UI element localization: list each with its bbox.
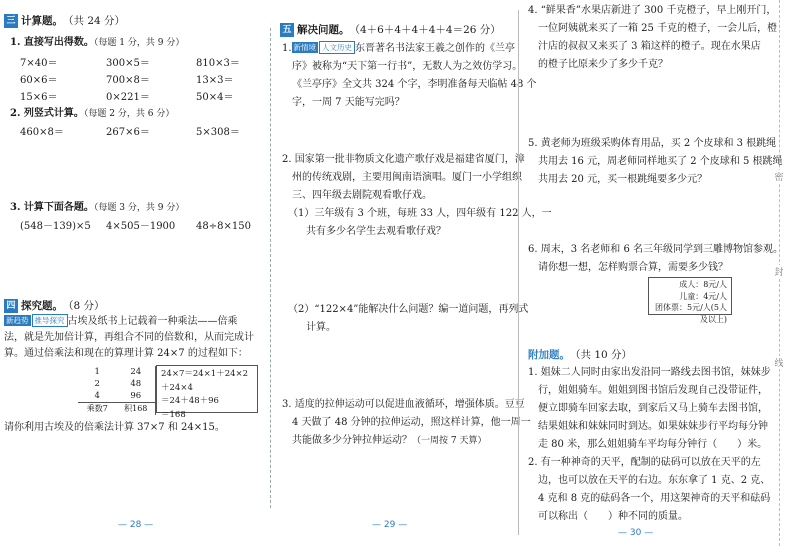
- q1-cell: 300×5＝: [106, 58, 150, 69]
- r-q5-line: 5. 黄老师为班级采购体育用品，买 2 个皮球和 3 根跳绳: [528, 138, 777, 149]
- r-q5-line: 共用去 20 元，买一根跳绳要多少元？: [538, 174, 708, 185]
- r-e2-line: 边，也可以放在天平的右边。东东拿了 1 克、2 克、: [538, 475, 771, 486]
- table-row: [78, 402, 155, 415]
- calc-line: ＝24＋48＋96: [161, 396, 219, 406]
- r-q5-line: 共用去 16 元，周老师同样地买了 2 个皮球和 5 根跳绳: [538, 156, 783, 167]
- q3-item: 4×505－1900: [106, 221, 176, 232]
- explore-text: 古埃及纸书上记载着一种乘法——倍乘: [67, 316, 238, 327]
- m-q1-line: [282, 41, 515, 56]
- m-q2-line: 州的传统戏剧，主要用闽南语演唱。厦门一小学组织: [292, 172, 522, 183]
- explore-line: 法，就是先加倍计算，再组合不同的倍数和，从而完成计: [4, 332, 254, 343]
- r-e2-line: 4 克和 8 克的砝码各一个，用这架神奇的天平和砝码: [538, 493, 771, 504]
- explore-ask: 请你利用古埃及的倍乘法计算 37×7 和 24×15。: [4, 422, 225, 433]
- question-number: 1.: [282, 43, 292, 54]
- m-q2-sub1: （1）三年级有 3 个班，每班 33 人，四年级有 122 人，一: [288, 208, 552, 219]
- table-row: [78, 366, 155, 378]
- m-q3-line: 4 天做了 48 分钟的拉伸运动，照这样计算，他一周一: [292, 417, 531, 428]
- q2-item: 267×6＝: [106, 127, 150, 138]
- seal-char: 密: [772, 170, 786, 183]
- table-cell: 24: [130, 367, 142, 377]
- right-page: [520, 0, 783, 546]
- page-number: — 28 —: [118, 520, 154, 530]
- calc-box: [156, 365, 258, 420]
- m-q1-line: 《兰亭序》全文共 324 个字，李明准备每天临帖 48 个: [292, 79, 537, 90]
- section-number-badge: 四: [4, 299, 18, 313]
- section-4-header: [4, 298, 105, 313]
- explore-line: [4, 314, 238, 329]
- table-cell: 2: [94, 379, 100, 389]
- q3-note: （每题 3 分，共 9 分）: [93, 203, 185, 213]
- q1-title: [10, 35, 184, 51]
- q1-note: （每题 1 分，共 9 分）: [93, 38, 185, 48]
- r-q6-line: 请你想一想，怎样购票合算，需要多少钱？: [538, 262, 728, 273]
- doubling-table: [78, 366, 156, 415]
- seal-char: 线: [772, 356, 786, 369]
- section-3-header: [4, 13, 125, 28]
- question-text: 共能做多少分钟拉伸运动？: [292, 435, 412, 446]
- question-text: 东晋著名书法家王羲之创作的《兰亭: [355, 43, 516, 54]
- column-divider: [518, 10, 519, 535]
- q1-cell: 700×8＝: [106, 75, 150, 86]
- seal-char: 封: [772, 265, 786, 278]
- m-q1-line: 序》被称为“天下第一行书”，无数人为之效仿学习。: [292, 61, 523, 72]
- explore-line: 算。通过倍乘法和现在的算理计算 24×7 的过程如下：: [4, 348, 248, 359]
- price-line: 儿童：4元/人: [679, 291, 727, 301]
- q2-item: 460×8＝: [20, 127, 64, 138]
- section-score: （共 10 分）: [570, 349, 633, 361]
- section-title: 探究题。: [21, 300, 63, 312]
- q1-cell: 13×3＝: [196, 75, 234, 86]
- q1-cell: 60×6＝: [20, 75, 58, 86]
- calc-line: ＝168: [161, 409, 186, 420]
- q3-item: (548－139)×5: [20, 221, 91, 232]
- m-q1-line: 字，一周 7 天能写完吗？: [292, 97, 405, 108]
- section-title: 解决问题。: [297, 24, 350, 36]
- tag-badge: 人文历史: [319, 41, 355, 54]
- r-q6-line: 6. 周末，3 名老师和 6 名三年级同学到三雕博物馆参观。: [528, 244, 783, 255]
- section-number-badge: 三: [4, 14, 18, 28]
- tag-badge: 推导探究: [32, 314, 68, 327]
- q3-title: [10, 200, 184, 216]
- q3-item: 48÷8×150: [196, 221, 251, 232]
- table-row: [78, 390, 155, 402]
- question-note: （一周按 7 天算）: [412, 436, 487, 446]
- table-row: [78, 378, 155, 390]
- tag-badge: 新情境: [293, 43, 317, 52]
- m-q2-sub2: 计算。: [306, 322, 336, 333]
- q1-cell: 50×4＝: [196, 92, 234, 103]
- table-cell: 4: [94, 391, 100, 401]
- m-q3-line: 3. 适度的拉伸运动可以促进血液循环，增强体质。豆豆: [282, 399, 525, 410]
- r-e2-line: 可以称出（ ）种不同的质量。: [538, 511, 688, 522]
- left-page: [0, 0, 264, 546]
- section-score: （共 24 分）: [63, 15, 126, 27]
- page-number: — 29 —: [372, 520, 408, 530]
- table-cell: 积168: [124, 404, 148, 413]
- r-e2-line: 2. 有一种神奇的天平，配制的砝码可以放在天平的左: [528, 457, 761, 468]
- table-cell: 48: [130, 379, 142, 389]
- m-q2-line: 三、四年级去剧院观看歌仔戏。: [292, 190, 432, 201]
- r-q4-line: 4. “鲜果香”水果店新进了 300 千克橙子，早上刚开门，: [528, 5, 777, 16]
- section-number-badge: 五: [280, 23, 294, 37]
- q2-note: （每题 2 分，共 6 分）: [83, 109, 175, 119]
- q1-cell: 0×221＝: [106, 92, 150, 103]
- extra-header: [528, 347, 632, 362]
- q1-cell: 810×3＝: [196, 58, 240, 69]
- calc-line: 24×7＝24×1＋24×2＋24×4: [161, 369, 249, 393]
- table-cell: 96: [130, 391, 142, 401]
- table-cell: 1: [94, 367, 100, 377]
- r-e1-line: 1. 姐妹二人同时由家出发沿同一路线去图书馆，妹妹步: [528, 367, 771, 378]
- q2-item: 5×308＝: [196, 127, 240, 138]
- m-q3-line: [292, 433, 486, 449]
- price-line: 团体票：5元/人(5人及以上): [655, 303, 727, 324]
- q1-cell: 15×6＝: [20, 92, 58, 103]
- m-q2-line: 2. 国家第一批非物质文化遗产歌仔戏是福建省厦门，漳: [282, 154, 525, 165]
- column-divider: [270, 28, 271, 508]
- q3-title-text: 3. 计算下面各题。: [10, 202, 94, 213]
- q1-title-text: 1. 直接写出得数。: [10, 37, 94, 48]
- r-q4-line: 汁店的叔叔又来买了 3 箱这样的橙子。现在水果店: [538, 41, 761, 52]
- r-e1-line: 走 80 米，那么姐姐骑车平均每分钟行（ ）米。: [538, 439, 768, 450]
- q1-cell: 7×40＝: [20, 58, 58, 69]
- m-q2-sub2: （2）“122×4”能解决什么问题？编一道问题，再列式: [288, 304, 529, 315]
- price-line: 成人：8元/人: [679, 280, 727, 289]
- r-q4-line: 一位阿姨就来买了一箱 25 千克的橙子，一会儿后，橙: [538, 23, 778, 34]
- m-q2-sub1: 共有多少名学生去观看歌仔戏？: [306, 226, 446, 237]
- r-e1-line: 便立即骑车回家去取，到家后又马上骑车去图书馆，: [538, 403, 768, 414]
- r-q4-line: 的橙子比原来少了多少千克？: [538, 59, 668, 70]
- tag-badge: 新趋势: [6, 316, 29, 325]
- section-score: （8 分）: [63, 300, 105, 312]
- section-title: 计算题。: [21, 15, 63, 27]
- section-5-header: [280, 22, 501, 37]
- seal-line: [769, 0, 789, 546]
- q2-title-text: 2. 列竖式计算。: [10, 108, 84, 119]
- q2-title: [10, 106, 174, 122]
- r-e1-line: 结果姐妹和妹妹同时到达。如果妹妹步行平均每分钟: [538, 421, 768, 432]
- page-number: — 30 —: [618, 528, 654, 538]
- ticket-price-box: [648, 277, 732, 324]
- section-score: （4＋6＋4＋4＋4＋4＝26 分）: [349, 24, 501, 36]
- section-title: 附加题。: [528, 349, 570, 361]
- table-cell: 乘数7: [86, 404, 108, 413]
- r-e1-line: 行，姐姐骑车。姐姐到图书馆后发现自己没带证件，: [538, 385, 768, 396]
